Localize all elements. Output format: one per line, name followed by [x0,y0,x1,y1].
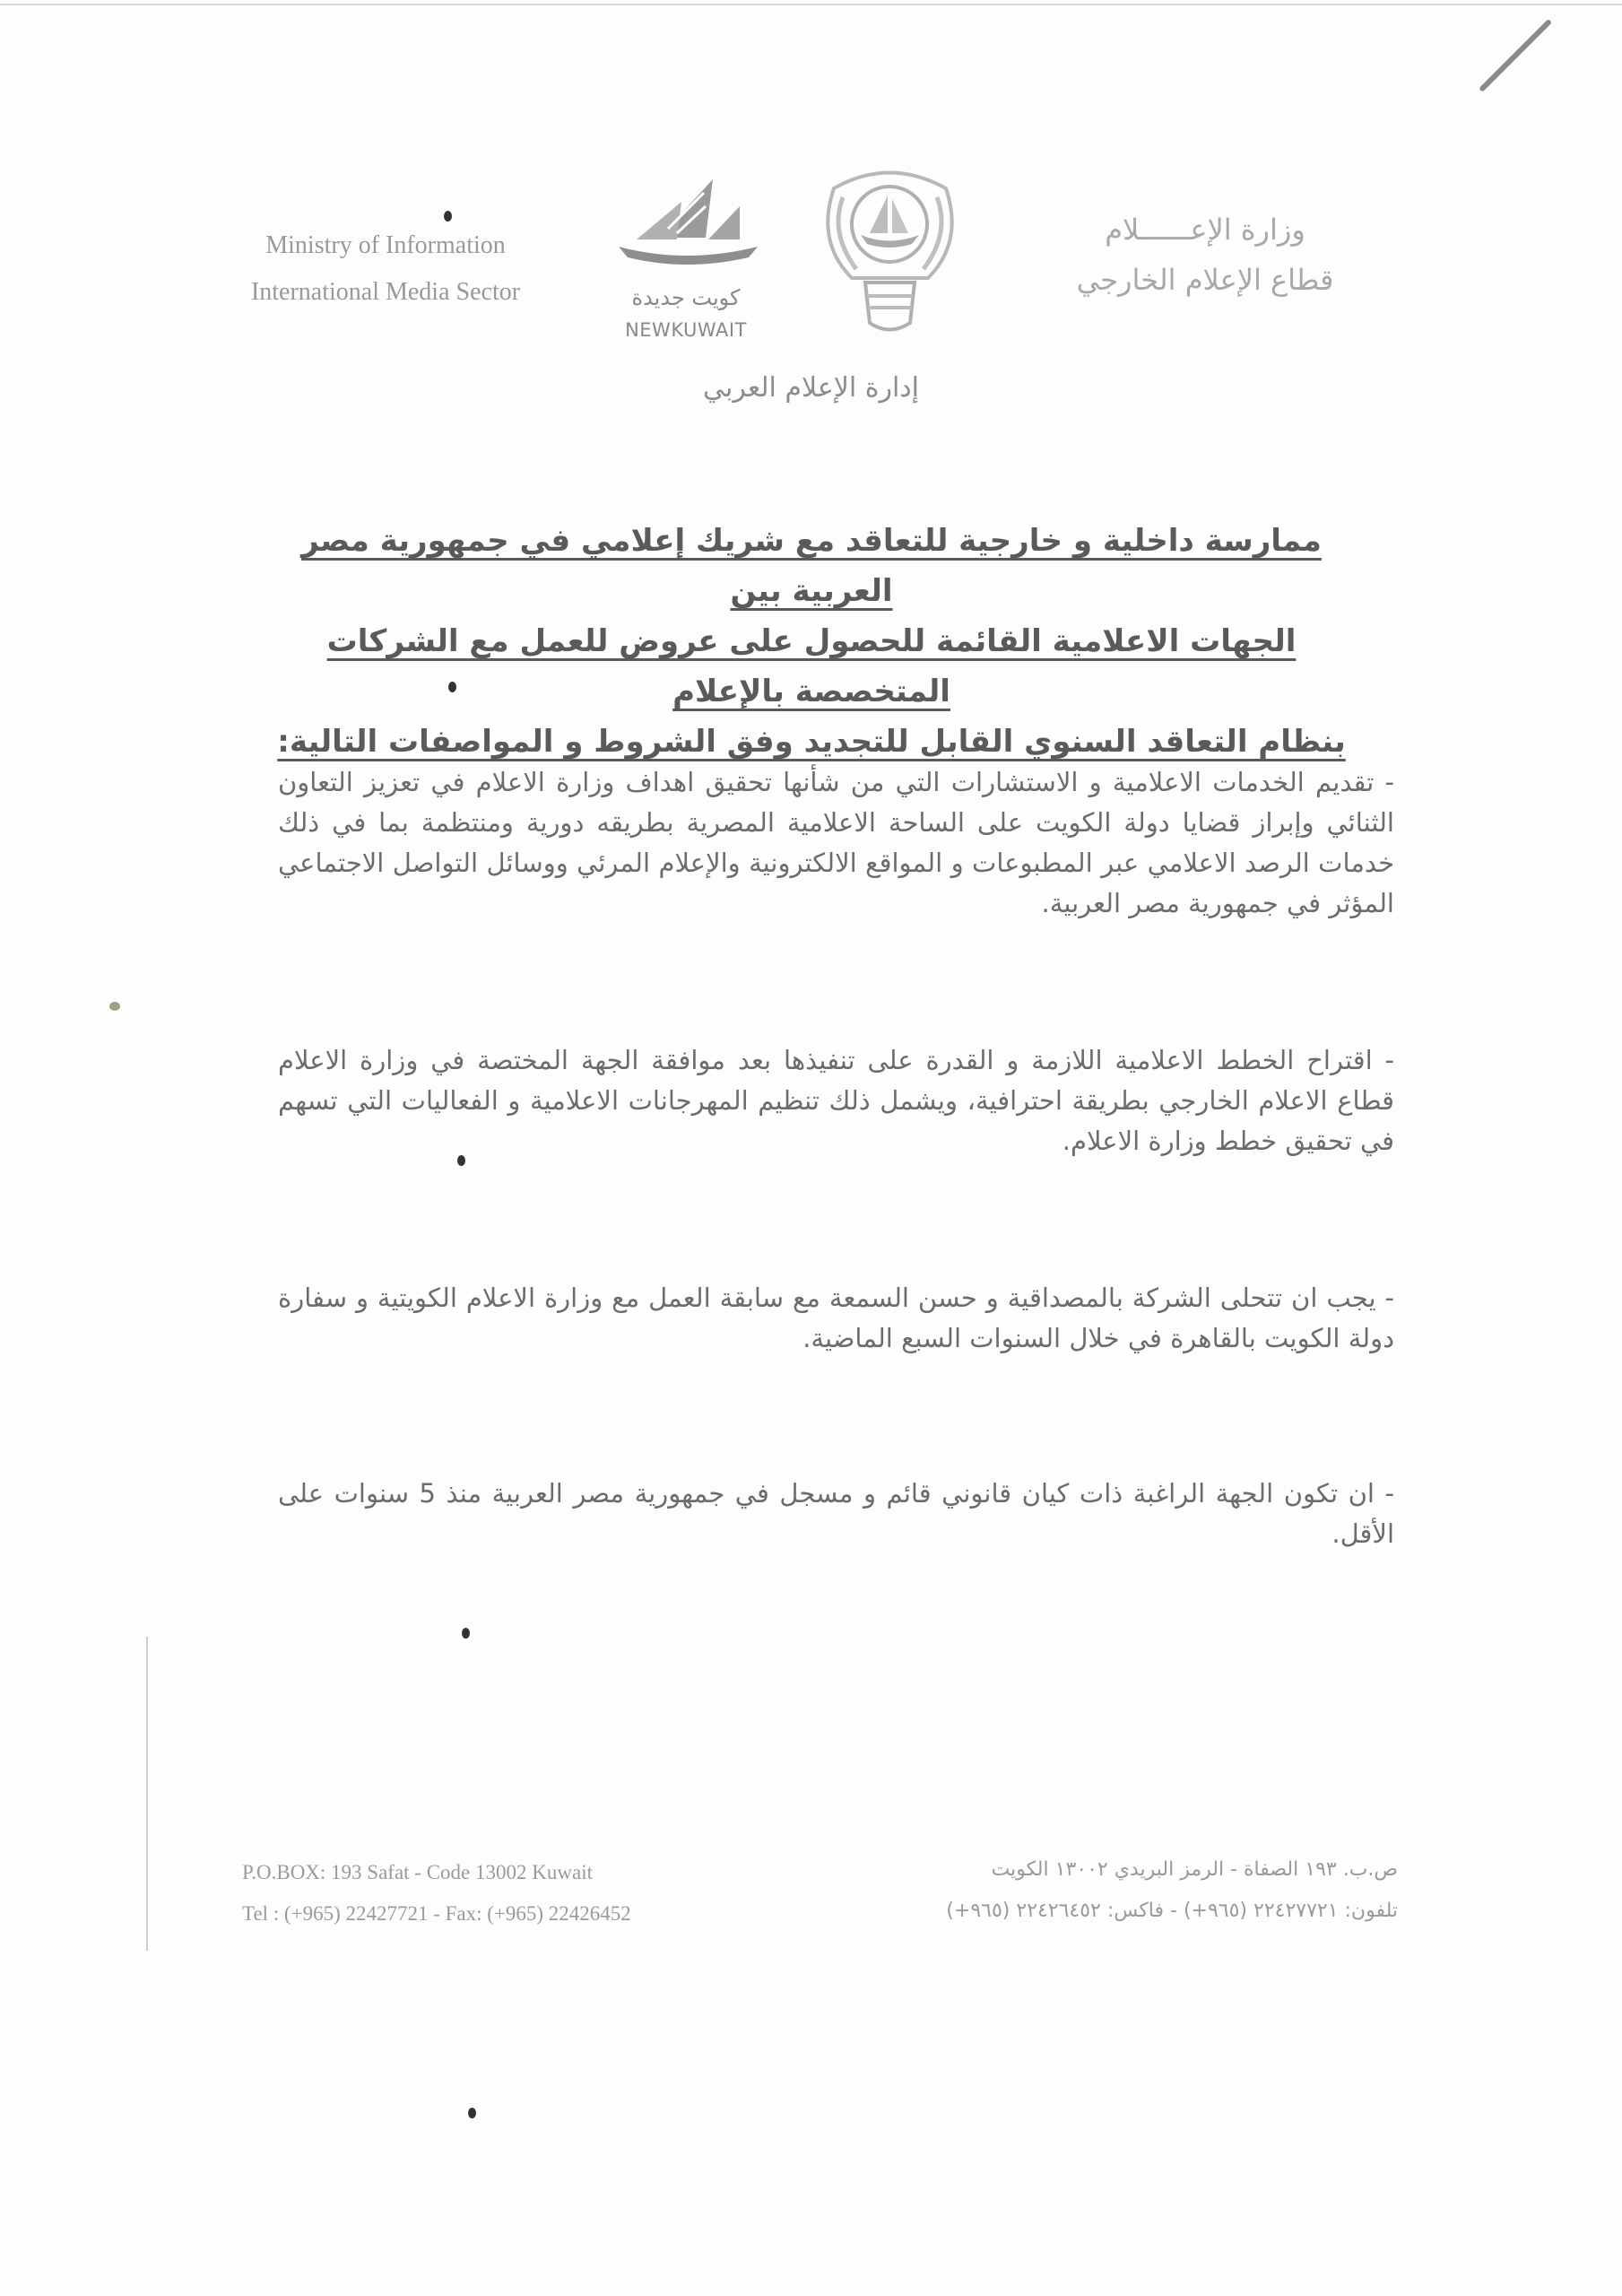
condition-paragraph: - ان تكون الجهة الراغبة ذات كيان قانوني قائم و مسجل في جمهورية مصر العربية منذ 5 سنوات على الأقل. [278,1478,1394,1549]
kuwait-emblem-icon [811,161,968,341]
title-line: الجهات الاعلامية القائمة للحصول على عروض للعمل مع الشركات المتخصصة بالإعلام [326,623,1297,709]
scan-speck [444,211,452,222]
title-line: ممارسة داخلية و خارجية للتعاقد مع شريك إعلامي في جمهورية مصر العربية بين [301,523,1322,609]
footer-address-en: P.O.BOX: 193 Safat - Code 13002 Kuwait [242,1861,593,1883]
ministry-name-en: Ministry of Information [265,231,506,259]
department-name: إدارة الإعلام العربي [703,372,919,404]
scan-speck [462,1628,470,1639]
footer-contact-ar [946,1849,1398,1932]
scan-speck [468,2108,476,2118]
logo-text-ar: كويت جديدة [631,285,741,310]
sector-name-ar: قطاع الإعلام الخارجي [1076,263,1334,297]
footer-contact-en [242,1852,631,1935]
condition-paragraph: - اقتراح الخطط الاعلامية اللازمة و القدرة على تنفيذها بعد موافقة الجهة المختصة في وزارة الاعلام قطاع الاعلام الخارجي بطريقة احترافية، ويشمل ذلك تنظيم المهرجانات الاعلامية و الفعاليات التي تسهم في تحقيق خطط وزارة الاعلام. [278,1045,1394,1156]
footer-address-ar: ص.ب. ١٩٣ الصفاة - الرمز البريدي ١٣٠٠٢ الكويت [991,1858,1398,1881]
ministry-name-ar: وزارة الإعــــــلام [1105,213,1305,247]
scan-speck [109,1002,120,1011]
ministry-english-heading [206,222,565,316]
scan-margin-line [146,1637,148,1951]
scan-edge-line [0,4,1622,5]
sector-name-en: International Media Sector [250,278,521,306]
newkuwait-logo [605,175,767,341]
document-title [260,516,1363,767]
logo-text-en: NEWKUWAIT [625,319,747,341]
condition-paragraph: - تقديم الخدمات الاعلامية و الاستشارات التي من شأنها تحقيق اهداف وزارة الاعلام في تعزيز التعاون الثنائي وإبراز قضايا دولة الكويت على الساحة الاعلامية المصرية بطريقه دورية ومنتظمة بما في ذلك خدمات الرصد الاعلامي عبر المطبوعات و المواقع الالكترونية والإعلام المرئي ووسائل التواصل الاجتماعي المؤثر في جمهورية مصر العربية. [278,767,1394,918]
ministry-arabic-heading [1044,204,1366,305]
scan-corner-mark [1479,19,1552,92]
footer-phone-en: Tel : (+965) 22427721 - Fax: (+965) 22426452 [242,1902,631,1925]
condition-paragraph: - يجب ان تتحلى الشركة بالمصداقية و حسن السمعة مع سابقة العمل مع وزارة الاعلام الكويتية و سفارة دولة الكويت بالقاهرة في خلال السنوات السبع الماضية. [278,1283,1394,1353]
dhow-sail-icon [605,175,767,274]
title-line: بنظام التعاقد السنوي القابل للتجديد وفق الشروط و المواصفات التالية: [277,724,1346,760]
footer-phone-ar: تلفون: ٢٢٤٢٧٧٢١ (٩٦٥+) - فاكس: ٢٢٤٢٦٤٥٢ (٩٦٥+) [946,1900,1398,1922]
